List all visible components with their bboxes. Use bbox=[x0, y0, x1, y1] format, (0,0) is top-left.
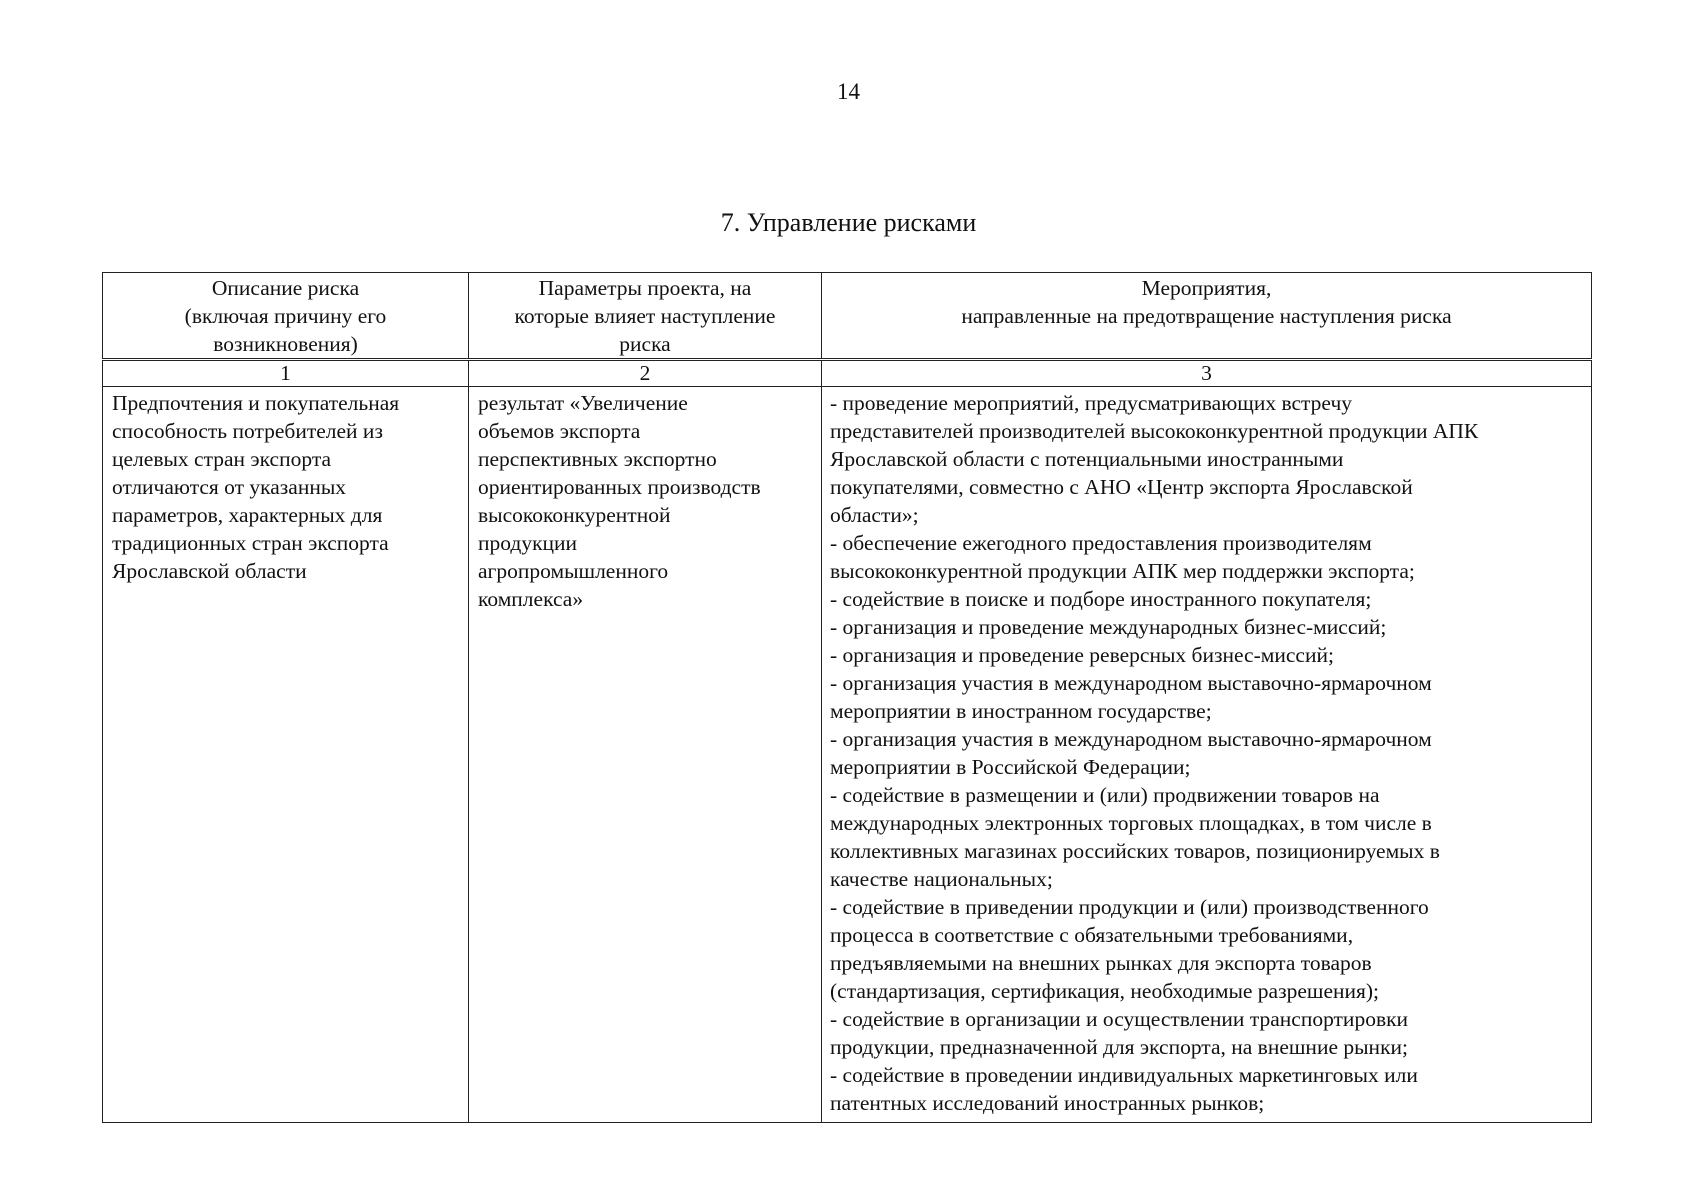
column-number-2: 2 bbox=[469, 360, 822, 387]
column-number-row bbox=[103, 360, 1592, 387]
measures-cell: - проведение мероприятий, предусматривающих встречу представителей производителей высококонкурентной продукции АПК Ярославской области с потенциальными иностранными покупателями, совместно с АНО «Центр экспорта Ярославской области»; - обеспечение ежегодного предоставления производителям высококонкурентной продукции АПК мер поддержки экспорта; - содействие в поиске и подборе иностранного покупателя; - организация и проведение международных бизнес-миссий; - организация и проведение реверсных бизнес-миссий; - организация участия в международном выставочно-ярмарочном мероприятии в иностранном государстве; - организация участия в международном выставочно-ярмарочном мероприятии в Российской Федерации; - содействие в размещении и (или) продвижении товаров на международных электронных торговых площадках, в том числе в коллективных магазинах российских товаров, позиционируемых в качестве национальных; - содействие в приведении продукции и (или) производственного процесса в соответствие с обязательными требованиями, предъявляемыми на внешних рынках для экспорта товаров (стандартизация, сертификация, необходимые разрешения); - содействие в организации и осуществлении транспортировки продукции, предназначенной для экспорта, на внешние рынки; - содействие в проведении индивидуальных маркетинговых или патентных исследований иностранных рынков; bbox=[822, 387, 1592, 1123]
risk-description-cell: Предпочтения и покупательная способность потребителей из целевых стран экспорта отличаются от указанных параметров, характерных для традиционных стран экспорта Ярославской области bbox=[103, 387, 469, 1123]
column-number-1: 1 bbox=[103, 360, 469, 387]
section-title: 7. Управление рисками bbox=[720, 208, 977, 237]
project-parameters-cell: результат «Увеличение объемов экспорта перспективных экспортно ориентированных производств высококонкурентной продукции агропромышленного комплекса» bbox=[469, 387, 822, 1123]
header-measures: Мероприятия, направленные на предотвращение наступления риска bbox=[822, 273, 1592, 360]
table-row bbox=[103, 387, 1592, 1123]
page-number: 14 bbox=[837, 79, 860, 104]
header-project-parameters: Параметры проекта, на которые влияет наступление риска bbox=[469, 273, 822, 360]
risk-management-table bbox=[102, 272, 1592, 1123]
header-risk-description: Описание риска (включая причину его возникновения) bbox=[103, 273, 469, 360]
column-number-3: 3 bbox=[822, 360, 1592, 387]
table-header-row bbox=[103, 273, 1592, 360]
